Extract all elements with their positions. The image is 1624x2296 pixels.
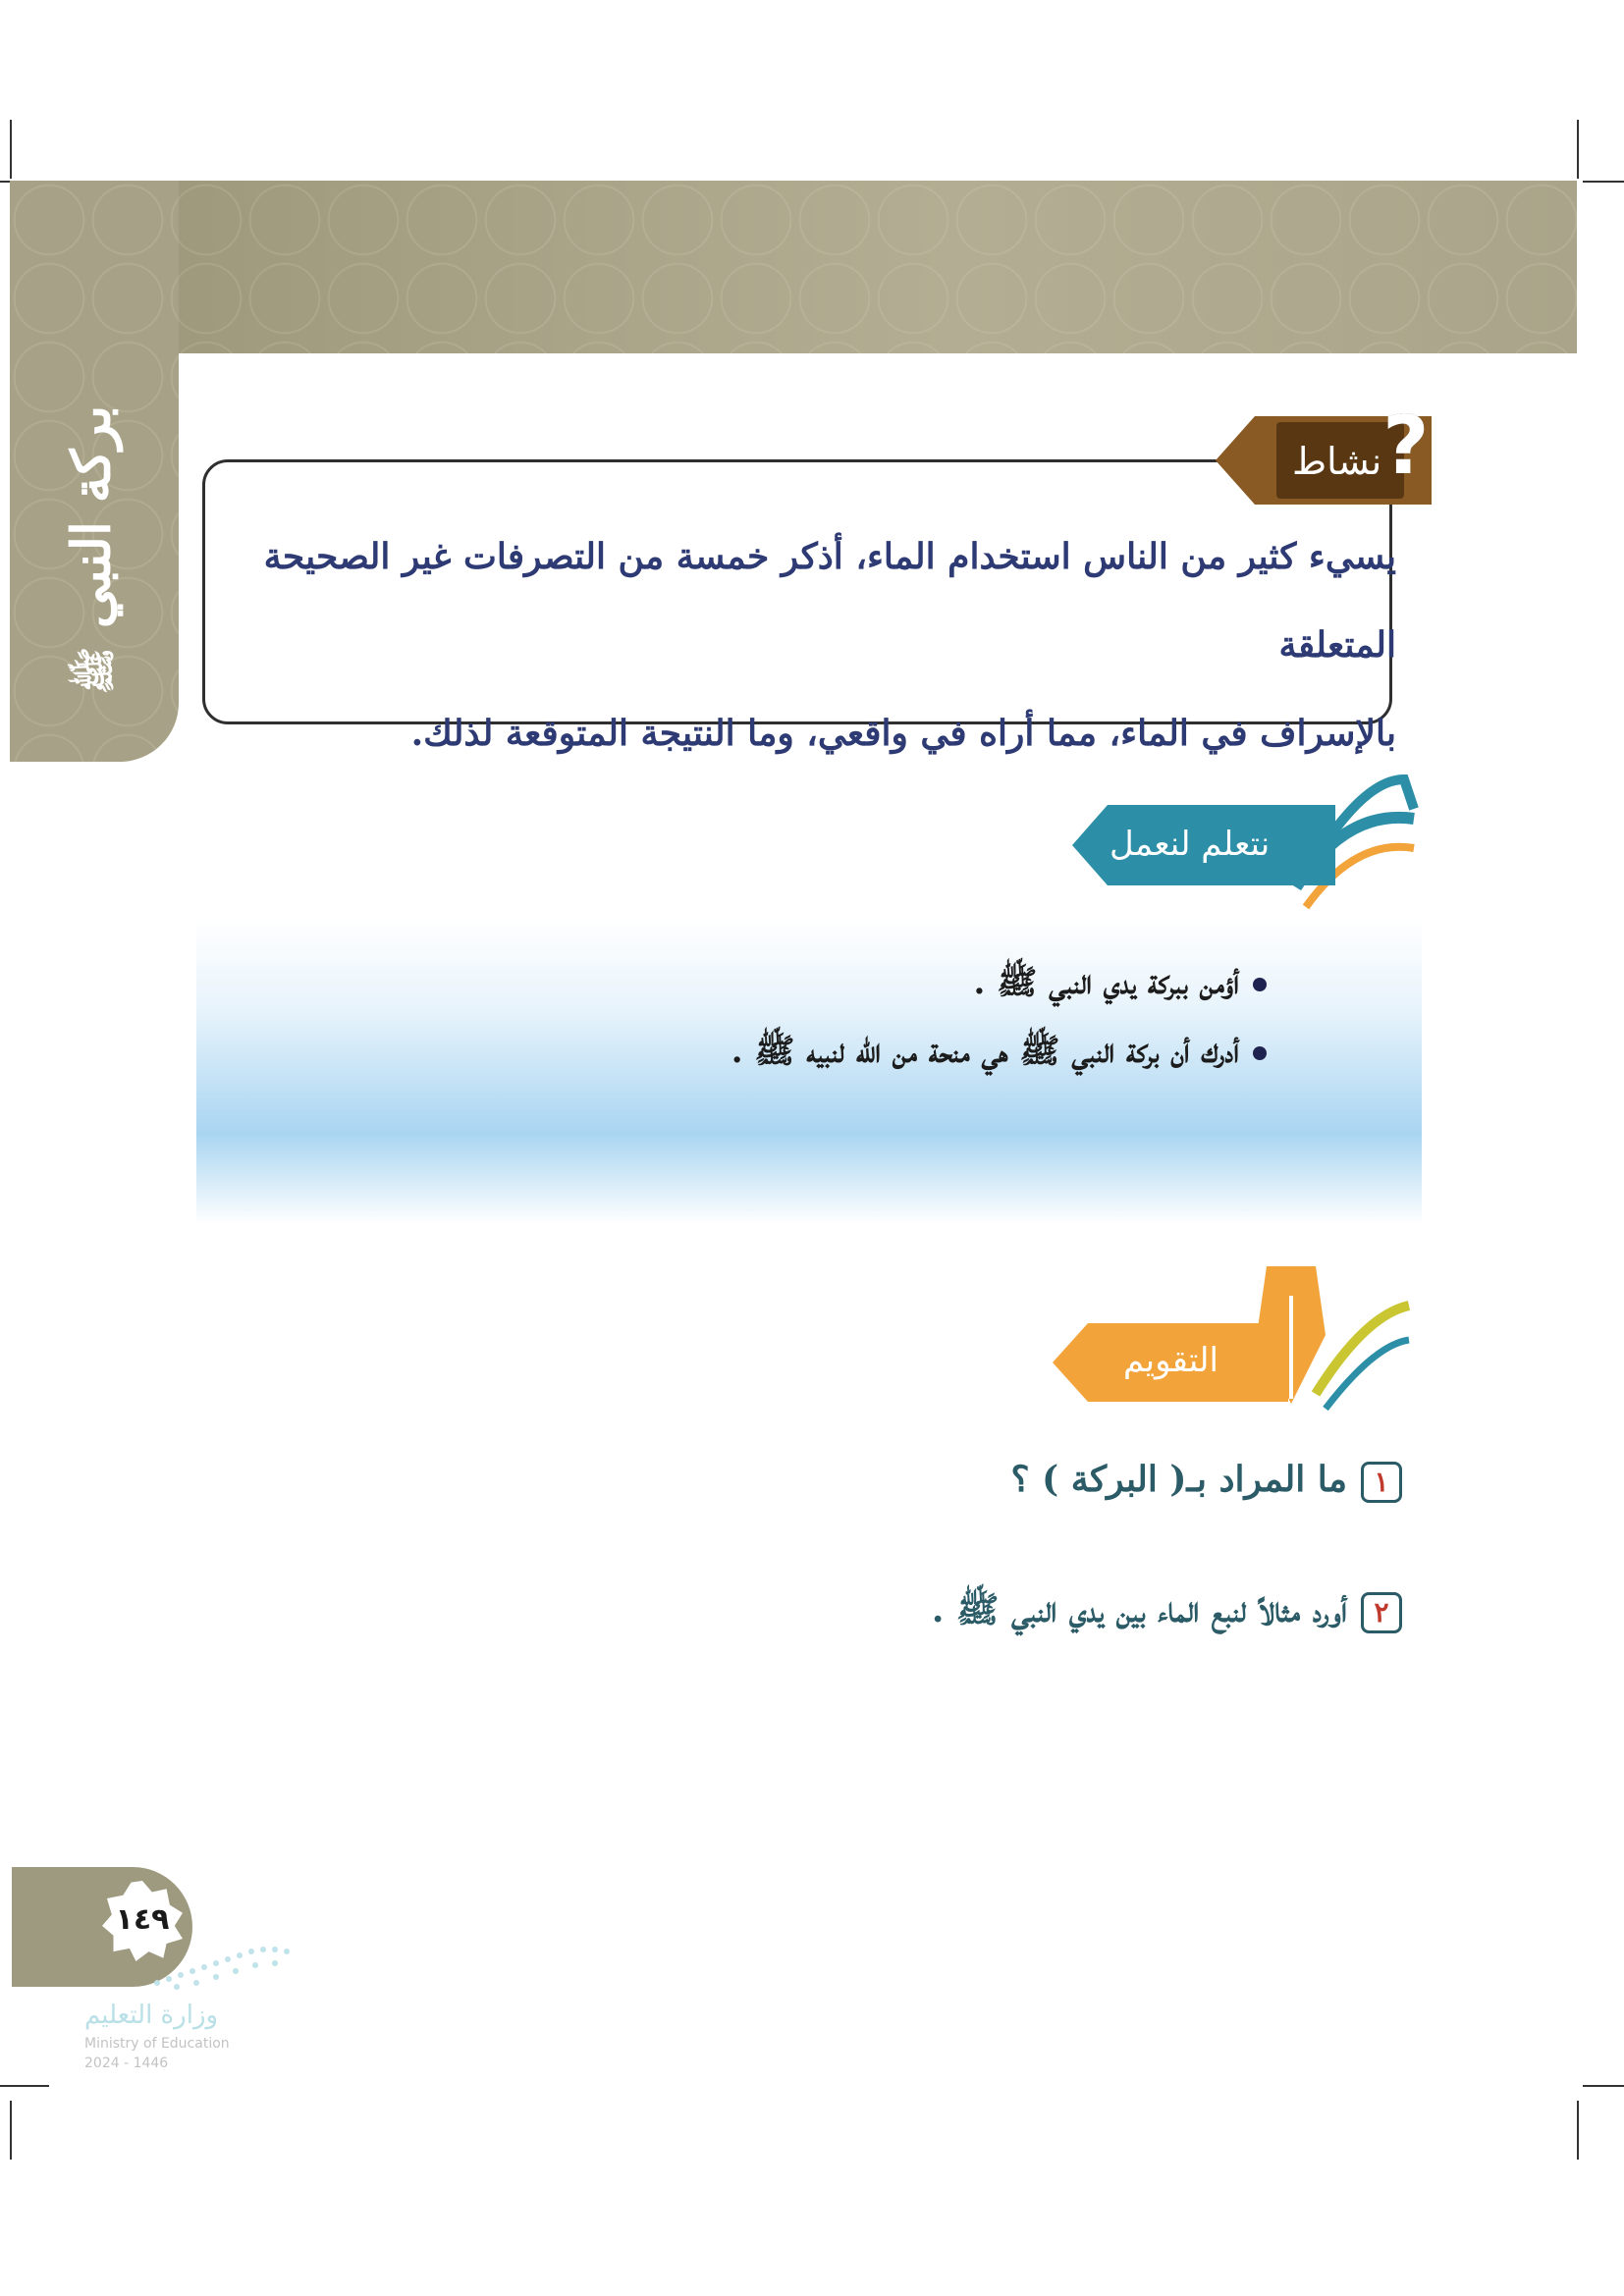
question-1 — [1011, 1459, 1402, 1503]
question-mark-icon: ? — [1382, 400, 1430, 493]
question-number: ٢ — [1361, 1592, 1402, 1633]
question-text: ما المراد بـ( البركة ) ؟ — [1010, 1459, 1347, 1500]
activity-text — [222, 512, 1396, 777]
edition-year: 2024 - 1446 — [84, 2056, 169, 2071]
crop-mark — [0, 2085, 49, 2087]
ministry-name-en: Ministry of Education — [84, 2036, 230, 2052]
header-banner — [10, 181, 1577, 353]
page-number: ١٤٩ — [115, 1902, 170, 1937]
crop-mark — [1577, 2101, 1579, 2160]
lesson-title-text: بركة النبي — [59, 404, 123, 629]
crop-mark — [10, 2101, 12, 2160]
crop-mark — [1577, 120, 1579, 179]
activity-line-1: يسيء كثير من الناس استخدام الماء، أذكر خمسة من التصرفات غير الصحيحة المتعلقة — [263, 536, 1396, 666]
ministry-logo-dots-icon — [147, 1944, 304, 1993]
banner-pattern — [10, 181, 1577, 353]
learn-item — [974, 962, 1267, 1010]
crop-mark — [10, 120, 12, 179]
bullet-icon — [1253, 978, 1267, 991]
activity-line-2: بالإسراف في الماء، مما أراه في واقعي، وما النتيجة المتوقعة لذلك. — [410, 713, 1396, 754]
honorific-glyph: ﷺ — [73, 646, 120, 695]
learn-item-text: أؤمن ببركة يدي النبي ﷺ . — [973, 963, 1239, 1002]
bullet-icon — [1253, 1046, 1267, 1060]
activity-label: نشاط — [1292, 440, 1382, 483]
evaluation-label: التقويم — [1123, 1341, 1218, 1380]
ministry-name-ar: وزارة التعليم — [84, 2001, 219, 2030]
crop-mark — [1583, 181, 1624, 183]
lesson-title — [60, 405, 130, 694]
learn-item — [731, 1031, 1267, 1079]
learn-item-text: أدرك أن بركة النبي ﷺ هي منحة من الله لنبيه ﷺ . — [731, 1032, 1239, 1071]
question-text: أورد مثالاً لنبع الماء بين يدي النبي ﷺ . — [931, 1589, 1347, 1630]
learn-label: نتعلم لنعمل — [1110, 825, 1271, 864]
question-number: ١ — [1361, 1462, 1402, 1503]
question-2 — [932, 1588, 1402, 1639]
crop-mark — [1583, 2085, 1624, 2087]
